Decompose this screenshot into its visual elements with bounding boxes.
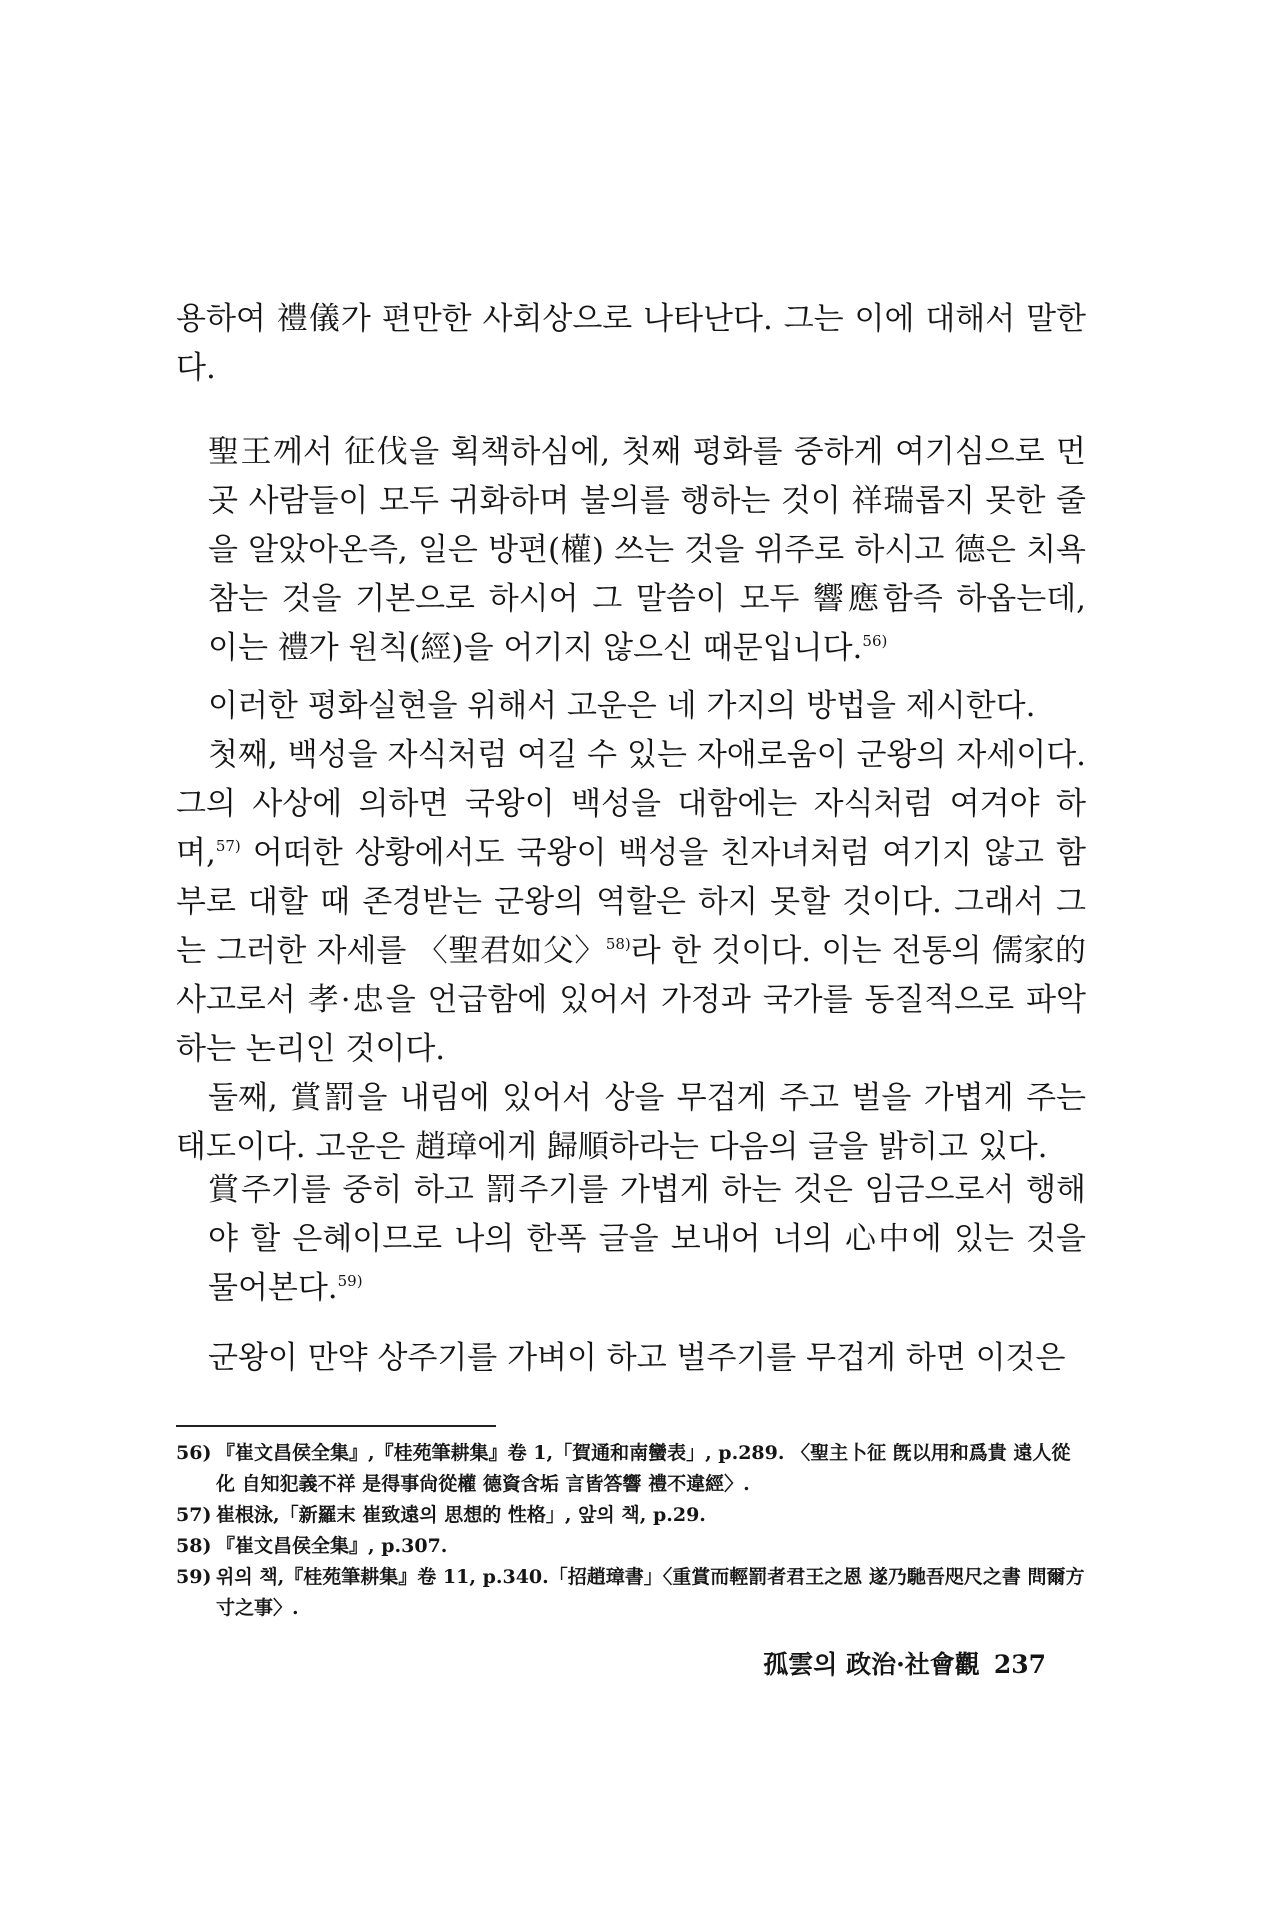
paragraph-first-method-text-a: 첫째, 백성을 자식처럼 여길 수 있는 자애로움이 군왕의 자세이다. 그의 사상에 의하면 국왕이 백성을 대함에는 자식처럼 여겨야 하며,: [176, 737, 1086, 871]
running-footer-title: 孤雲의 政治·社會觀: [763, 1650, 980, 1679]
paragraph-second-method: [176, 1074, 1086, 1172]
paragraph-methods: [176, 682, 1086, 731]
footnote-text: 위의 책,『桂苑筆耕集』卷 11, p.340.「招趙璋書」〈重賞而輕罰者君王之恩 遂乃馳吾咫尺之書 問爾方寸之事〉.: [216, 1566, 1085, 1619]
block-quote-2: [208, 1166, 1086, 1313]
page-number: 237: [993, 1650, 1046, 1679]
paragraph-first-method-text-c: 라 한 것이다. 이는 전통의 儒家的 사고로서 孝·忠을 언급함에 있어서 가정과 국가를 동질적으로 파악하는 논리인 것이다.: [176, 933, 1086, 1067]
footnote-56: [176, 1438, 1086, 1500]
paragraph-first-method: [176, 731, 1086, 1074]
footnote-ref-57: 57): [215, 837, 241, 855]
paragraph-methods-text: 이러한 평화실현을 위해서 고운은 네 가지의 방법을 제시한다.: [208, 688, 1036, 724]
footnote-58: [176, 1531, 1086, 1562]
paragraph-second-method-text: 둘째, 賞罰을 내림에 있어서 상을 무겁게 주고 벌을 가볍게 주는 태도이다. 고운은 趙璋에게 歸順하라는 다음의 글을 밝히고 있다.: [176, 1080, 1086, 1165]
footnote-ref-58: 58): [605, 935, 631, 953]
block-quote-1: [208, 428, 1086, 673]
block-quote-1-text: 聖王께서 征伐을 획책하심에, 첫째 평화를 중하게 여기심으로 먼곳 사람들이 모두 귀화하며 불의를 행하는 것이 祥瑞롭지 못한 줄을 알았아온즉, 일은 방편(權) 쓰는 것을 위주로 하시고 德은 치욕 참는 것을 기본으로 하시어 그 말씀이 모두 響應함즉 하옵는데, 이는 禮가 원칙(經)을 어기지 않으신 때문입니다.: [208, 434, 1086, 666]
paragraph-intro-text: 용하여 禮儀가 편만한 사회상으로 나타난다. 그는 이에 대해서 말한다.: [176, 301, 1086, 386]
footnote-number: 59): [176, 1566, 212, 1588]
footnote-number: 57): [176, 1504, 212, 1526]
footnote-number: 58): [176, 1535, 212, 1557]
block-quote-2-text: 賞주기를 중히 하고 罰주기를 가볍게 하는 것은 임금으로서 행해야 할 은혜이므로 나의 한폭 글을 보내어 너의 心中에 있는 것을 물어본다.: [208, 1172, 1086, 1306]
paragraph-continuation-text: 군왕이 만약 상주기를 가벼이 하고 벌주기를 무겁게 하면 이것은: [208, 1340, 1066, 1376]
footnote-text: 崔根泳,「新羅末 崔致遠의 思想的 性格」, 앞의 책, p.29.: [216, 1504, 706, 1526]
footnote-ref-56: 56): [862, 632, 888, 650]
footnote-59: [176, 1562, 1086, 1624]
footnote-ref-59: 59): [337, 1272, 363, 1290]
paragraph-intro: [176, 295, 1086, 393]
main-body: [176, 682, 1086, 1172]
paragraph-first-method-text-b: 어떠한 상황에서도 국왕이 백성을 친자녀처럼 여기지 않고 함부로 대할 때 존경받는 군왕의 역할은 하지 못할 것이다. 그래서 그는 그러한 자세를 〈聖君如父〉: [176, 835, 1086, 969]
footnotes: [176, 1438, 1086, 1624]
running-footer: [763, 1645, 1046, 1681]
footnote-text: 『崔文昌侯全集』, p.307.: [216, 1535, 448, 1557]
footnote-number: 56): [176, 1442, 212, 1464]
footnote-divider: [176, 1425, 496, 1427]
footnote-text: 『崔文昌侯全集』,『桂苑筆耕集』卷 1,「賀通和南蠻表」, p.289. 〈聖主卜征 旣以用和爲貴 遠人從化 自知犯義不祥 是得事尙從權 德資含垢 言皆答響 禮不違經〉.: [216, 1442, 1071, 1495]
footnote-57: [176, 1500, 1086, 1531]
paragraph-continuation: [176, 1334, 1086, 1383]
